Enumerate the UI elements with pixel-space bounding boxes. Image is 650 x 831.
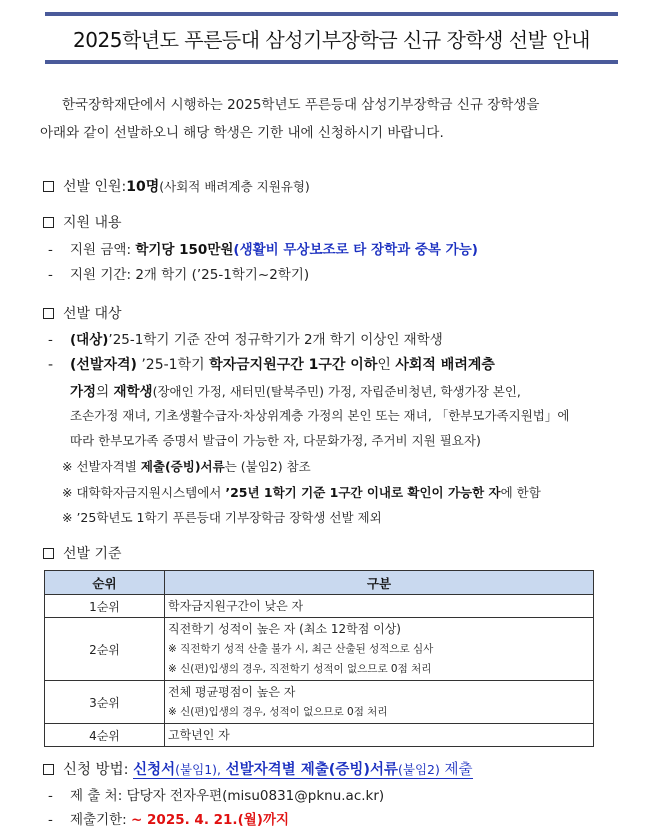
target-note-2: ※ 대학학자금지원시스템에서 ’25년 1학기 기준 1구간 이내로 확인이 가능한 자에 한함: [62, 485, 541, 500]
target-note-3: ※ ’25학년도 1학기 푸른등대 기부장학금 장학생 선발 제외: [62, 510, 382, 525]
column-header-desc: 구분: [165, 571, 594, 595]
target-item-2: - (선발자격) ’25-1학기 학자금지원구간 1구간 이하인 사회적 배려계층: [48, 357, 495, 373]
checkbox-icon: [43, 217, 54, 228]
table-row: 2순위 직전학기 성적이 높은 자 (최소 12학점 이상) ※ 직전학기 성적 산출 불가 시, 최근 산출된 성적으로 심사 ※ 신(편)입생의 경우, 직전학기 성적이 없으므로 0점 처리: [45, 618, 594, 681]
checkbox-icon: [43, 764, 54, 775]
page-title: 2025학년도 푸른등대 삼성기부장학금 신규 장학생 선발 안내: [73, 27, 590, 52]
support-amount: - 지원 금액: 학기당 150만원(생활비 무상보조로 타 장학과 중복 가능): [48, 242, 478, 258]
intro-line-2: 아래와 같이 선발하오니 해당 학생은 기한 내에 신청하시기 바랍니다.: [40, 125, 444, 141]
apply-doc-1: 신청서: [133, 762, 176, 778]
support-amount-note: (생활비 무상보조로 타 장학과 중복 가능): [233, 242, 478, 258]
target-item-2-line-2: 가정의 재학생(장애인 가정, 새터민(탈북주민) 가정, 자립준비청년, 학생가장 본인,: [70, 384, 521, 400]
apply-doc-2: 선발자격별 제출(증빙)서류: [225, 762, 399, 778]
section-support: 지원 내용: [43, 212, 122, 232]
section-selection-count: 선발 인원:10명(사회적 배려계층 지원유형): [43, 176, 310, 196]
apply-deadline: - 제출기한: ~ 2025. 4. 21.(월)까지: [48, 812, 290, 828]
section-target: 선발 대상: [43, 303, 122, 323]
checkbox-icon: [43, 181, 54, 192]
checkbox-icon: [43, 308, 54, 319]
title-bar: [45, 12, 618, 64]
table-row: 3순위 전체 평균평점이 높은 자 ※ 신(편)입생의 경우, 성적이 없으므로 0점 처리: [45, 681, 594, 724]
column-header-rank: 순위: [45, 571, 165, 595]
target-note-1: ※ 선발자격별 제출(증빙)서류는 (붙임2) 참조: [62, 459, 311, 474]
selection-count-value: 10명: [126, 179, 160, 195]
apply-destination: - 제 출 처: 담당자 전자우편(misu0831@pknu.ac.kr): [48, 788, 385, 804]
intro-line-1: 한국장학재단에서 시행하는 2025학년도 푸른등대 삼성기부장학금 신규 장학생을: [62, 97, 540, 113]
target-item-2-line-3: 조손가정 재녀, 기초생활수급자·차상위계층 가정의 본인 또는 재녀, 「한부모가족지원법」에: [70, 408, 570, 423]
checkbox-icon: [43, 548, 54, 559]
table-row: 1순위 학자금지원구간이 낮은 자: [45, 595, 594, 618]
target-item-2-line-4: 따라 한부모가족 증명서 발급이 가능한 자, 다문화가정, 주거비 지원 필요자): [70, 433, 481, 448]
deadline-value: ~ 2025. 4. 21.(월)까지: [131, 812, 290, 828]
section-criteria: 선발 기준: [43, 543, 122, 563]
target-item-1: - (대상)’25-1학기 기준 잔여 정규학기가 2개 학기 이상인 재학생: [48, 332, 443, 348]
table-row: 4순위 고학년인 자: [45, 724, 594, 747]
section-apply: 신청 방법: 신청서(붙임1), 선발자격별 제출(증빙)서류(붙임2) 제출: [43, 758, 473, 779]
intro-paragraph: [40, 91, 620, 147]
criteria-table: [44, 570, 594, 747]
support-period: - 지원 기간: 2개 학기 (’25-1학기~2학기): [48, 267, 310, 283]
